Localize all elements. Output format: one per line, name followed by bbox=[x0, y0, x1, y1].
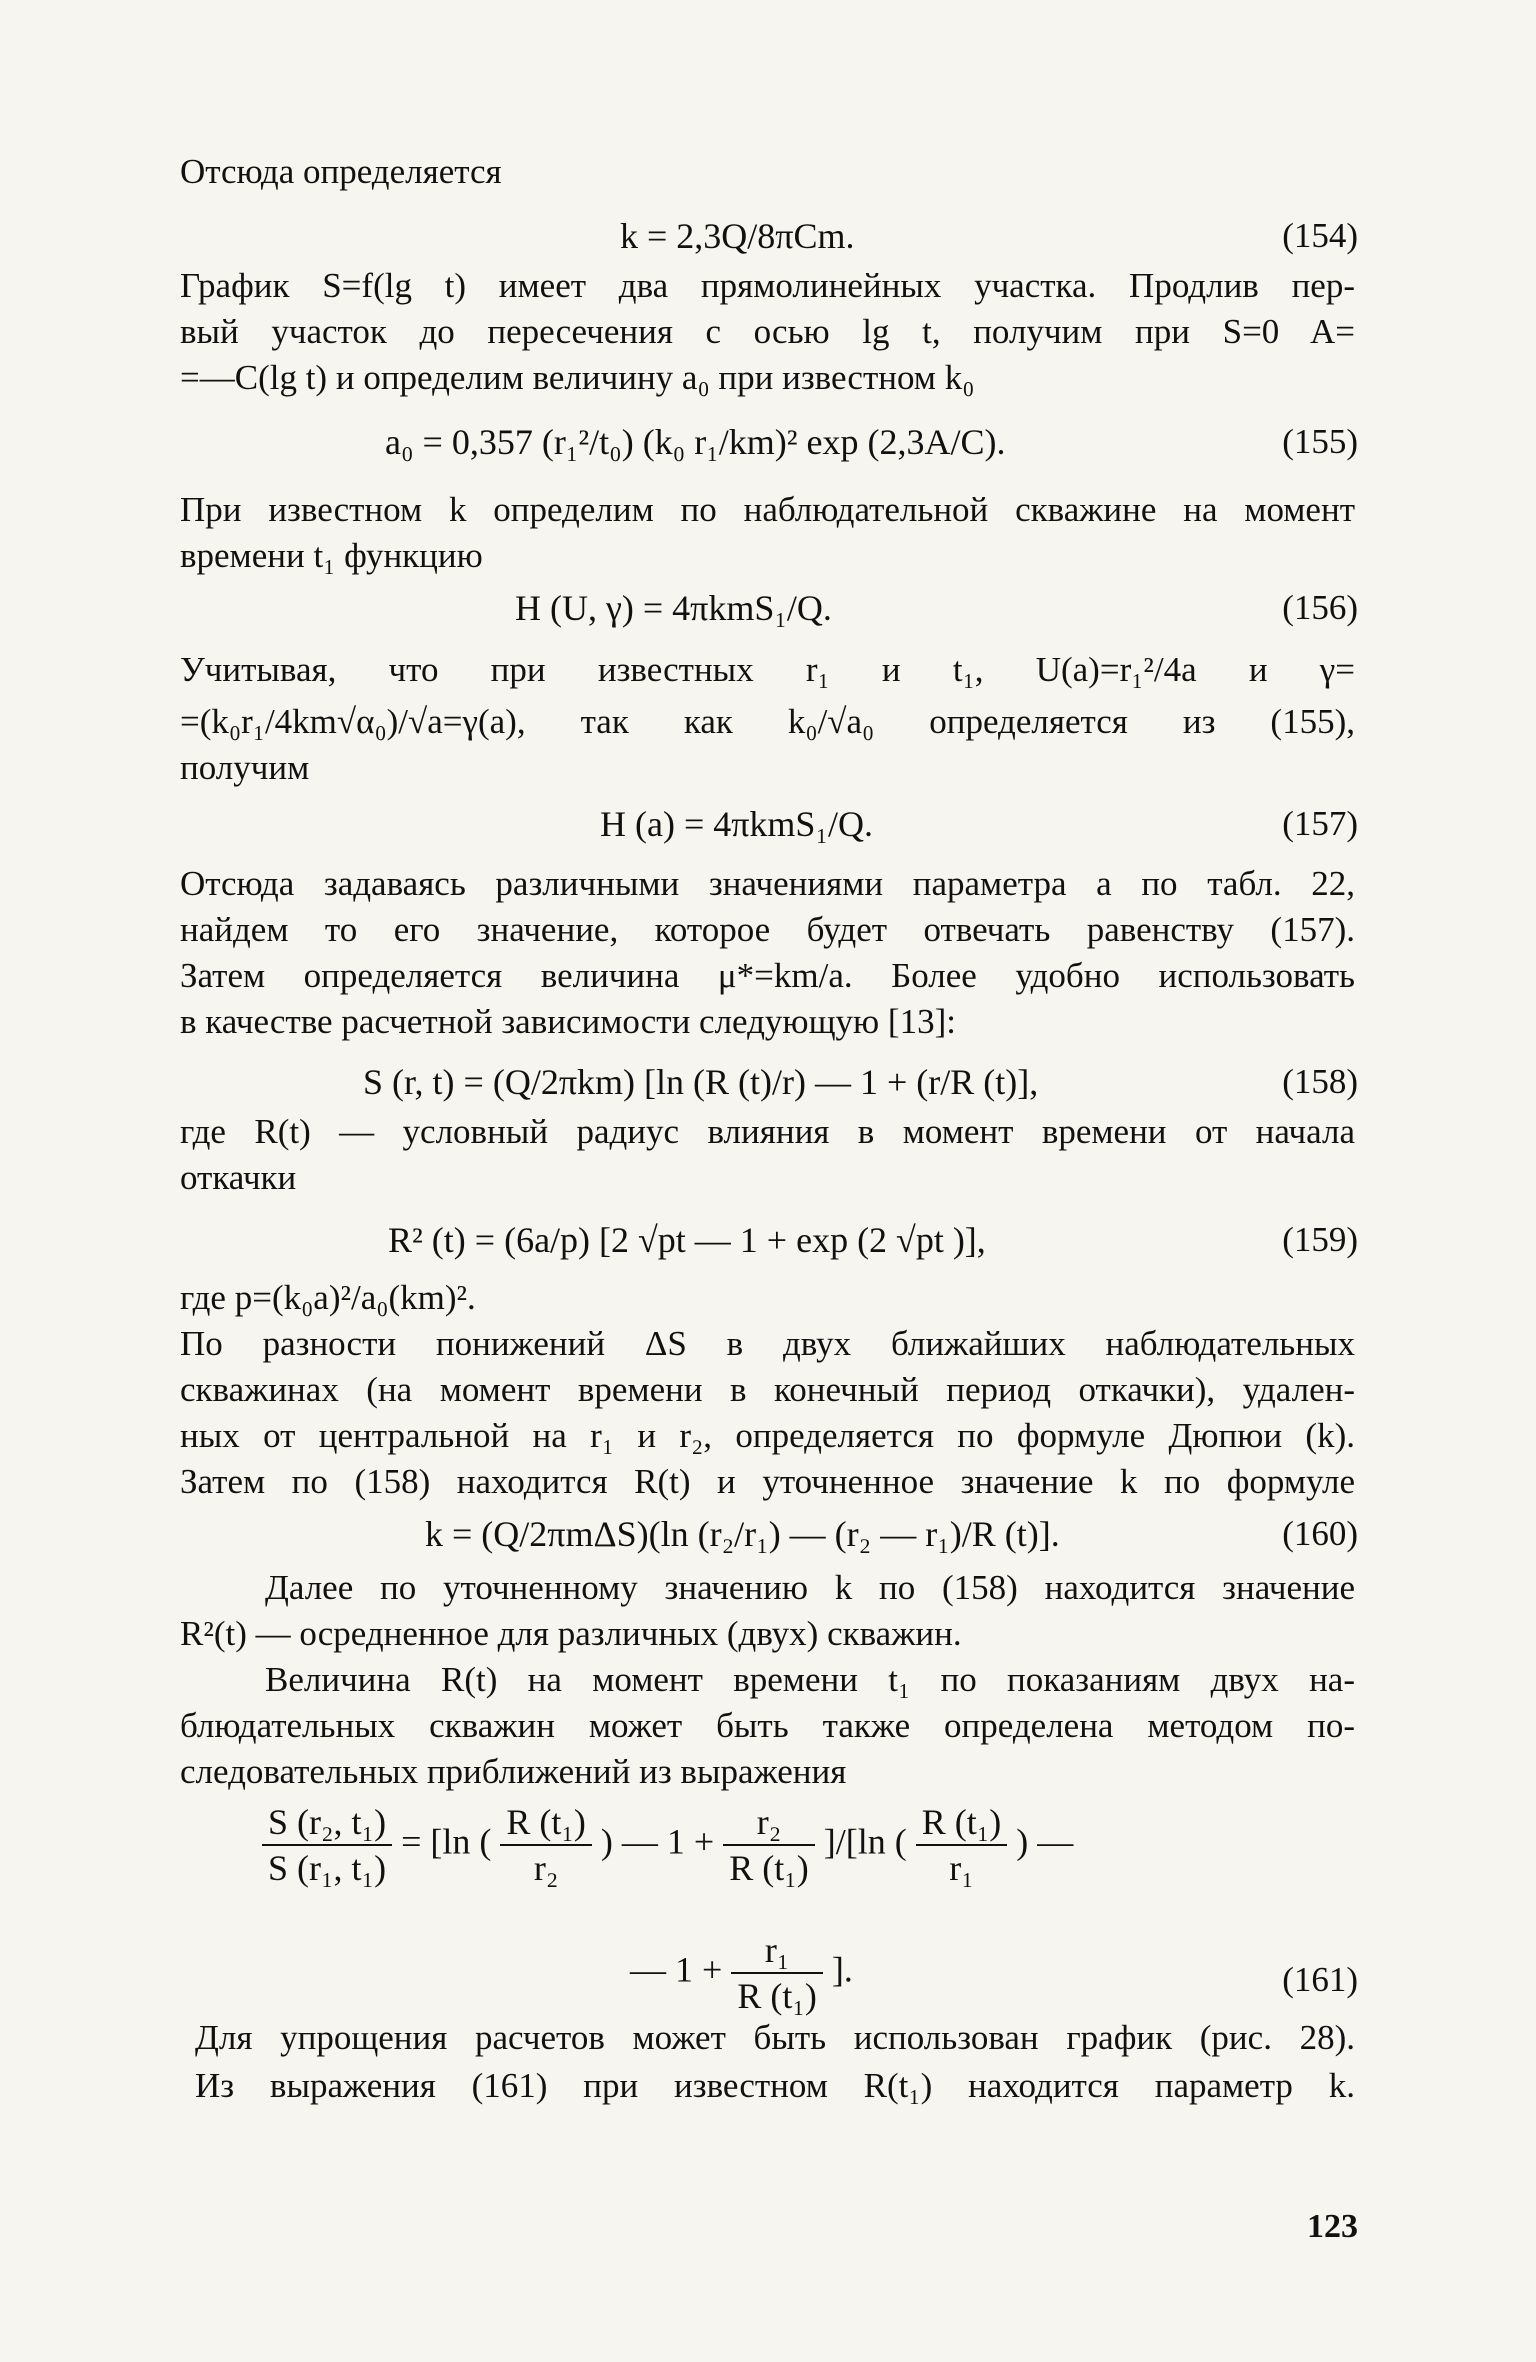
text-line: При известном k определим по наблюдательной скважине на момент bbox=[180, 490, 1355, 529]
fraction bbox=[723, 1800, 815, 1890]
text-line: Из выражения (161) при известном R(t₁) находится параметр k. bbox=[195, 2066, 1355, 2105]
text-line: блюдательных скважин может быть также определена методом по- bbox=[180, 1706, 1355, 1745]
equation-number: (159) bbox=[1282, 1220, 1358, 1259]
page-number: 123 bbox=[1307, 2208, 1358, 2245]
text-line: найдем то его значение, которое будет отвечать равенству (157). bbox=[180, 910, 1355, 949]
fraction bbox=[731, 1928, 823, 2018]
text-line: R²(t) — осредненное для различных (двух) скважин. bbox=[180, 1614, 962, 1653]
equation-number: (154) bbox=[1282, 216, 1358, 255]
text-line: Для упрощения расчетов может быть использован график (рис. 28). bbox=[195, 2018, 1355, 2057]
text-line: Отсюда задаваясь различными значениями параметра a по табл. 22, bbox=[180, 864, 1355, 903]
equation-155: a₀ = 0,357 (r₁²/t₀) (k₀ r₁/km)² exp (2,3A/C). bbox=[385, 422, 1006, 462]
equation-154: k = 2,3Q/8πCm. bbox=[620, 216, 855, 256]
text-line: График S=f(lg t) имеет два прямолинейных участка. Продлив пер- bbox=[180, 266, 1355, 305]
math-text: = [ln ( bbox=[401, 1821, 492, 1862]
text-line: =(k₀r₁/4km√α₀)/√a=γ(a), так как k₀/√a₀ определяется из (155), bbox=[180, 702, 1355, 741]
text-line: вый участок до пересечения с осью lg t, получим при S=0 A= bbox=[180, 312, 1355, 351]
equation-number: (160) bbox=[1282, 1514, 1358, 1553]
text-line: в качестве расчетной зависимости следующую [13]: bbox=[180, 1002, 956, 1041]
numerator: S (r₂, t₁) bbox=[262, 1800, 392, 1846]
numerator: R (t₁) bbox=[500, 1800, 592, 1846]
equation-157: H (a) = 4πkmS₁/Q. bbox=[600, 804, 874, 844]
equation-159: R² (t) = (6a/p) [2 √pt — 1 + exp (2 √pt )], bbox=[388, 1220, 986, 1260]
math-text: ]/[ln ( bbox=[823, 1821, 907, 1862]
text-line: скважинах (на момент времени в конечный период откачки), удален- bbox=[180, 1370, 1355, 1409]
numerator: r₂ bbox=[723, 1800, 815, 1846]
text-line: где R(t) — условный радиус влияния в момент времени от начала bbox=[180, 1112, 1355, 1151]
text-line: Затем определяется величина μ*=km/a. Более удобно использовать bbox=[180, 956, 1355, 995]
text-line: По разности понижений ΔS в двух ближайших наблюдательных bbox=[180, 1324, 1355, 1363]
text-line: получим bbox=[180, 748, 310, 787]
math-text: ) — bbox=[1016, 1821, 1074, 1862]
math-text: — 1 + bbox=[630, 1949, 723, 1990]
equation-161-line1 bbox=[262, 1800, 1073, 1890]
text-line: времени t₁ функцию bbox=[180, 536, 483, 575]
equation-161-line2 bbox=[630, 1928, 853, 2018]
text-line: Величина R(t) на момент времени t₁ по показаниям двух на- bbox=[265, 1660, 1355, 1699]
math-text: ) — 1 + bbox=[600, 1821, 715, 1862]
denominator: R (t₁) bbox=[737, 1976, 817, 2016]
text-line: Далее по уточненному значению k по (158) находится значение bbox=[265, 1568, 1355, 1607]
equation-number: (155) bbox=[1282, 422, 1358, 461]
denominator: r₁ bbox=[949, 1848, 974, 1888]
equation-number: (158) bbox=[1282, 1062, 1358, 1101]
text-line: следовательных приближений из выражения bbox=[180, 1752, 847, 1791]
equation-number: (161) bbox=[1282, 1960, 1358, 1999]
equation-number: (156) bbox=[1282, 588, 1358, 627]
fraction bbox=[262, 1800, 392, 1890]
math-text: ]. bbox=[831, 1949, 853, 1990]
equation-158: S (r, t) = (Q/2πkm) [ln (R (t)/r) — 1 + (r/R (t)], bbox=[363, 1062, 1039, 1102]
equation-160: k = (Q/2πmΔS)(ln (r₂/r₁) — (r₂ — r₁)/R (t)]. bbox=[425, 1514, 1060, 1554]
denominator: S (r₁, t₁) bbox=[268, 1848, 387, 1888]
text-line: где p=(k₀a)²/a₀(km)². bbox=[180, 1278, 476, 1317]
numerator: R (t₁) bbox=[916, 1800, 1008, 1846]
text-line: ных от центральной на r₁ и r₂, определяется по формуле Дюпюи (k). bbox=[180, 1416, 1355, 1455]
fraction bbox=[916, 1800, 1008, 1890]
text-line: =—C(lg t) и определим величину a₀ при известном k₀ bbox=[180, 358, 975, 397]
denominator: r₂ bbox=[533, 1848, 559, 1888]
equation-156: H (U, γ) = 4πkmS₁/Q. bbox=[515, 588, 832, 628]
text-line: Затем по (158) находится R(t) и уточненное значение k по формуле bbox=[180, 1462, 1355, 1501]
text-line: откачки bbox=[180, 1158, 297, 1197]
fraction bbox=[500, 1800, 592, 1890]
denominator: R (t₁) bbox=[729, 1848, 809, 1888]
numerator: r₁ bbox=[731, 1928, 823, 1974]
text-line: Отсюда определяется bbox=[180, 152, 502, 191]
equation-number: (157) bbox=[1282, 804, 1358, 843]
text-line: Учитывая, что при известных r₁ и t₁, U(a)=r₁²/4a и γ= bbox=[180, 650, 1355, 689]
